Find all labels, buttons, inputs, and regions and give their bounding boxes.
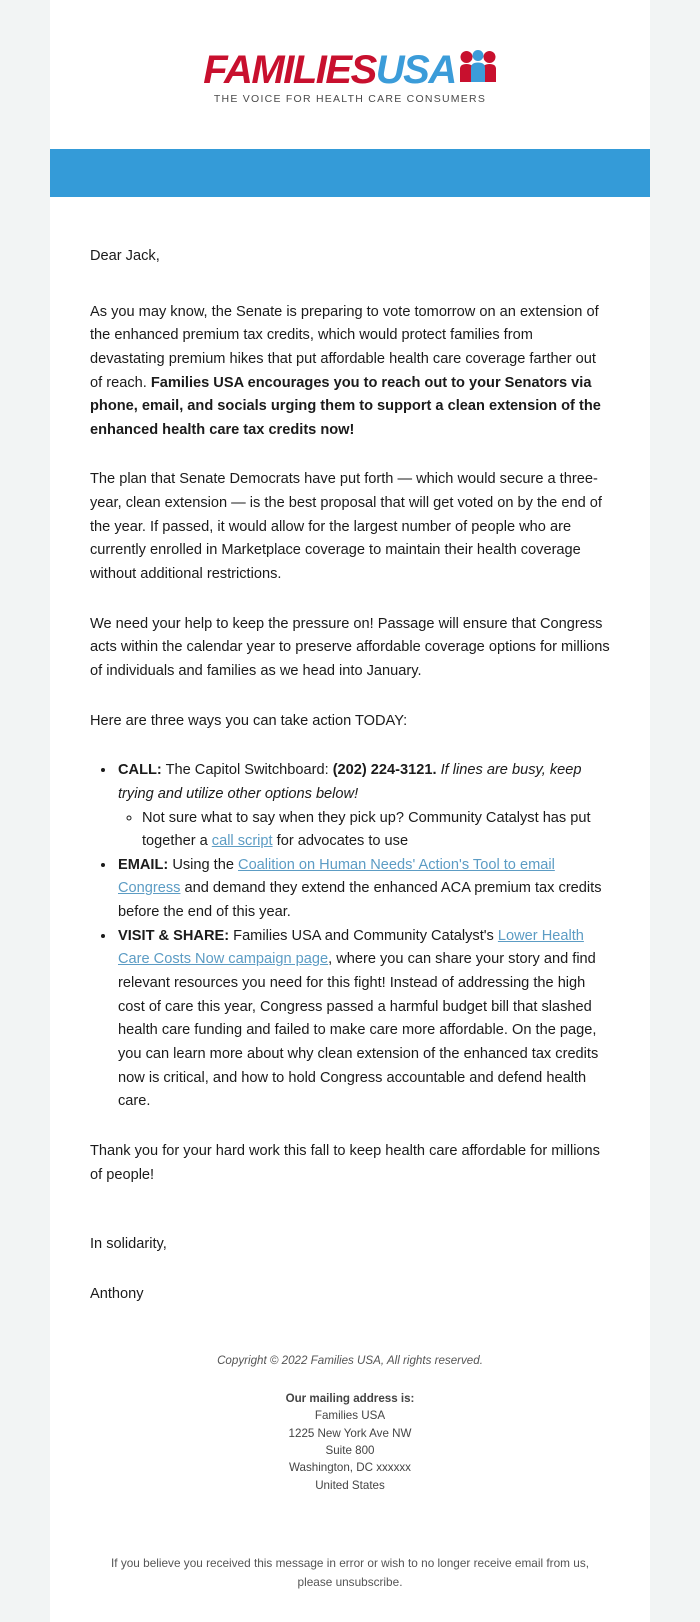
people-group-icon — [459, 50, 497, 88]
visit-text-after: , where you can share your story and find relevant resources you need for this fight! Instead of addressing the high cost of care this year, Congress passed a harmful budget bill that slashed health care funding and failed to make care more affordable. On the page, you can learn more about why clean extension of the enhanced tax credits now is critical, and how to hold Congress accountable and defend health care. — [118, 951, 599, 1110]
address-line: Families USA — [314, 1409, 386, 1423]
logo-families-text: FAMILIES — [203, 48, 376, 92]
unsubscribe-text-before: If you believe you received this message in error or wish to no longer receive email from us, please — [111, 1556, 589, 1590]
email-text-before: Using the — [168, 856, 239, 873]
visit-label: VISIT & SHARE: — [118, 927, 230, 944]
call-script-text-before: Not sure what to say when they pick up? Community Catalyst has put together a — [142, 809, 591, 850]
unsubscribe-section — [50, 1520, 650, 1622]
email-text-after: and demand they extend the enhanced ACA premium tax credits before the end of this year. — [118, 880, 602, 921]
call-script-link[interactable]: call script — [211, 833, 273, 850]
email-label: EMAIL: — [118, 856, 169, 873]
email-footer — [50, 1342, 650, 1520]
paragraph-thank-you: Thank you for your hard work this fall to keep health care affordable for millions of people! — [90, 1142, 600, 1183]
logo-tagline: THE VOICE FOR HEALTH CARE CONSUMERS — [213, 93, 487, 105]
call-text: The Capitol Switchboard: — [161, 762, 333, 779]
unsubscribe-text-after: . — [399, 1575, 403, 1590]
call-sub-list — [118, 807, 610, 854]
paragraph-intro-bold: Families USA encourages you to reach out to your Senators via phone, email, and socials urging them to support a clean extension of the enhanced health care tax credits now! — [90, 374, 601, 438]
paragraph-intro-plain: As you may know, the Senate is preparing to vote tomorrow on an extension of the enhanced premium tax credits, which would protect families from devastating premium hikes that put affordable health care coverage farther out of reach. — [90, 303, 599, 391]
email-canvas — [50, 0, 650, 1622]
email-body — [50, 197, 650, 1342]
blue-divider-banner — [50, 149, 650, 197]
address-line: 1225 New York Ave NW — [288, 1426, 412, 1440]
address-line: Suite 800 — [325, 1443, 375, 1457]
families-usa-logo — [203, 50, 496, 105]
coalition-action-tool-link[interactable]: Coalition on Human Needs' Action's Tool to email Congress — [118, 856, 555, 897]
mailing-address-heading: Our mailing address is: — [285, 1391, 415, 1405]
signature-name: Anthony — [90, 1285, 144, 1302]
paragraph-intro — [90, 301, 610, 443]
logo-wordmark — [203, 50, 496, 90]
paragraph-senate-plan: The plan that Senate Democrats have put forth — which would secure a three-year, clean extension — is the best proposal that will get voted on by the end of the year. If passed, it would allow for the largest number of people who are currently enrolled in Marketplace coverage to maintain their health coverage without additional restrictions. — [90, 471, 602, 583]
campaign-page-link[interactable]: Lower Health Care Costs Now campaign page — [118, 927, 584, 968]
unsubscribe-link[interactable]: unsubscribe — [335, 1575, 400, 1590]
unsubscribe-text — [96, 1554, 604, 1592]
paragraph-pressure: We need your help to keep the pressure on! Passage will ensure that Congress acts within the calendar year to preserve affordable coverage options for millions of individuals and families as we head into January. — [90, 615, 610, 679]
address-line: Washington, DC xxxxxx — [289, 1461, 411, 1475]
call-italic-note: If lines are busy, keep trying and utilize other options below! — [118, 762, 582, 802]
list-item-email — [116, 854, 610, 925]
action-list — [90, 759, 610, 1114]
call-phone-number: (202) 224-3121. — [332, 762, 437, 779]
paragraph-three-ways: Here are three ways you can take action TODAY: — [90, 712, 408, 729]
list-item-call — [116, 759, 610, 854]
address-line: United States — [315, 1478, 385, 1492]
list-item-call-script — [142, 807, 610, 854]
copyright-text: Copyright © 2022 Families USA, All rights reserved. — [217, 1354, 483, 1368]
call-label: CALL: — [118, 762, 162, 779]
signature-spacer — [90, 1213, 610, 1233]
call-script-text-after: for advocates to use — [272, 833, 409, 850]
email-header — [50, 0, 650, 149]
greeting-text: Dear Jack, — [90, 248, 160, 264]
signoff-text: In solidarity, — [90, 1236, 167, 1253]
logo-usa-text: USA — [375, 48, 456, 92]
visit-text-before: Families USA and Community Catalyst's — [229, 927, 498, 944]
list-item-visit-share — [116, 925, 610, 1114]
